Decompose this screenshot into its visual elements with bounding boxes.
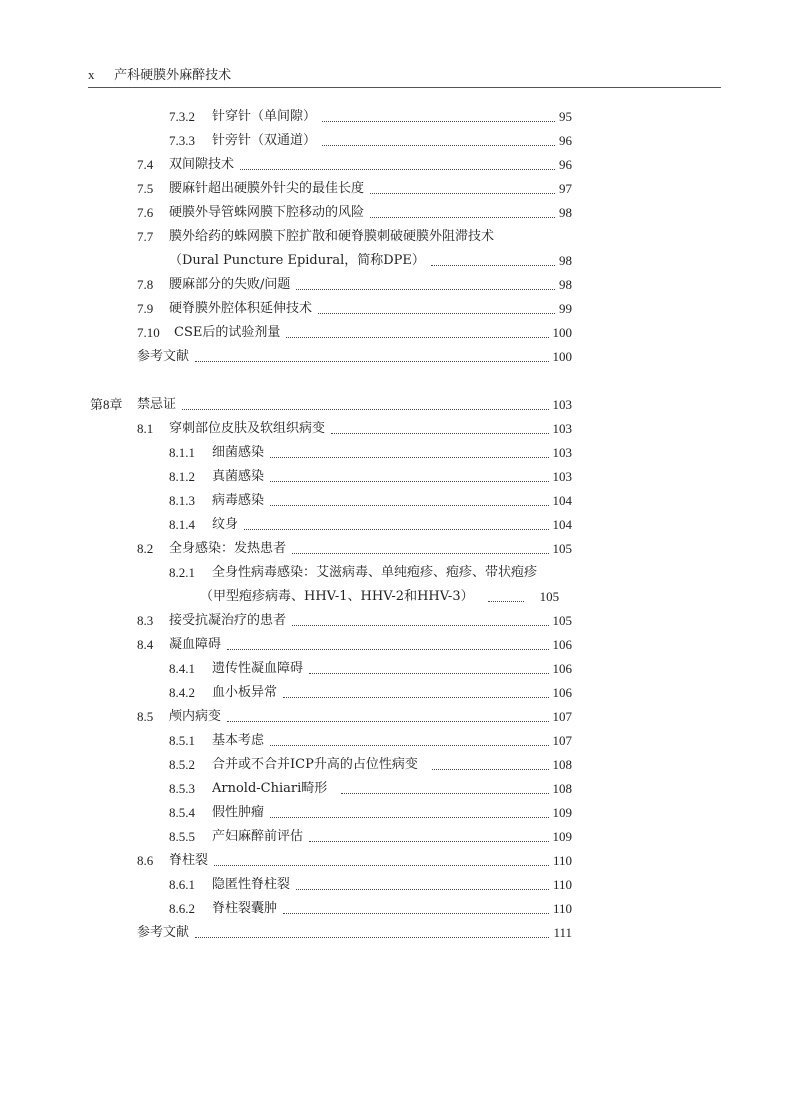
leader-dots bbox=[309, 840, 548, 842]
leader-dots bbox=[283, 912, 549, 914]
toc-entry-title: 隐匿性脊柱裂 bbox=[212, 877, 291, 892]
toc-entry bbox=[169, 826, 572, 846]
toc-entry bbox=[169, 106, 572, 126]
toc-entry bbox=[137, 634, 572, 654]
toc-entry-number: 7.5 bbox=[137, 181, 154, 196]
toc-entry-page: 108 bbox=[552, 781, 572, 796]
toc-entry-page: 96 bbox=[559, 133, 572, 148]
leader-dots bbox=[214, 864, 549, 866]
leader-dots bbox=[195, 936, 549, 938]
toc-entry-number: 7.9 bbox=[137, 301, 154, 316]
leader-dots bbox=[270, 480, 548, 482]
leader-dots bbox=[432, 768, 549, 770]
leader-dots bbox=[270, 744, 548, 746]
leader-dots bbox=[322, 144, 555, 146]
toc-entry bbox=[169, 562, 572, 582]
leader-dots bbox=[488, 600, 524, 602]
toc-entry-title: 假性肿瘤 bbox=[212, 805, 265, 820]
toc-entry-number: 8.1.2 bbox=[169, 469, 195, 484]
toc-entry-title: 参考文献 bbox=[137, 925, 190, 940]
toc-entry bbox=[169, 514, 572, 534]
toc-entry bbox=[137, 610, 572, 630]
toc-entry-title: 膜外给药的蛛网膜下腔扩散和硬脊膜刺破硬膜外阻滞技术 bbox=[169, 229, 495, 244]
leader-dots bbox=[227, 648, 548, 650]
toc-entry bbox=[169, 778, 572, 798]
leader-dots bbox=[182, 408, 548, 410]
toc-entry-page: 108 bbox=[552, 757, 572, 772]
leader-dots bbox=[270, 456, 548, 458]
toc-entry bbox=[137, 154, 572, 174]
toc-entry-title: 全身感染：发热患者 bbox=[169, 541, 287, 556]
toc-entry-page: 98 bbox=[559, 205, 572, 220]
toc-entry-number: 8.6 bbox=[137, 853, 154, 868]
leader-dots bbox=[431, 264, 555, 266]
toc-entry bbox=[169, 442, 572, 462]
toc-entry-title: 接受抗凝治疗的患者 bbox=[169, 613, 287, 628]
toc-entry-page: 105 bbox=[552, 613, 572, 628]
toc-entry-number: 8.5 bbox=[137, 709, 154, 724]
toc-entry-page: 104 bbox=[552, 517, 572, 532]
toc-entry-page: 97 bbox=[559, 181, 572, 196]
toc-entry bbox=[169, 130, 572, 150]
toc-entry-title: 针旁针（双通道） bbox=[212, 133, 317, 148]
leader-dots bbox=[331, 432, 548, 434]
toc-entry-number: 8.1.4 bbox=[169, 517, 195, 532]
toc-entry bbox=[169, 466, 572, 486]
toc-entry-number: 7.6 bbox=[137, 205, 154, 220]
leader-dots bbox=[270, 504, 548, 506]
toc-entry bbox=[169, 730, 572, 750]
toc-entry-title: 脊柱裂囊肿 bbox=[212, 901, 278, 916]
toc-entry-page: 107 bbox=[552, 709, 572, 724]
toc-entry bbox=[137, 202, 572, 222]
toc-entry bbox=[137, 418, 572, 438]
toc-entry-title: 腰麻针超出硬膜外针尖的最佳长度 bbox=[169, 181, 365, 196]
toc-entry-number: 8.1.3 bbox=[169, 493, 195, 508]
toc-entry bbox=[169, 682, 572, 702]
leader-dots bbox=[296, 888, 549, 890]
toc-entry-page: 104 bbox=[552, 493, 572, 508]
toc-entry-number: 8.2 bbox=[137, 541, 154, 556]
toc-entry bbox=[169, 802, 572, 822]
toc-entry-page: 100 bbox=[552, 325, 572, 340]
toc-entry-page: 110 bbox=[552, 853, 572, 868]
leader-dots bbox=[318, 312, 555, 314]
toc-entry bbox=[137, 322, 572, 342]
toc-entry-number: 8.6.2 bbox=[169, 901, 195, 916]
header-book-title: 产科硬膜外麻醉技术 bbox=[114, 68, 232, 83]
toc-entry-number: 7.8 bbox=[137, 277, 154, 292]
toc-entry-title: 真菌感染 bbox=[212, 469, 265, 484]
toc-entry-continuation bbox=[200, 586, 572, 606]
leader-dots bbox=[244, 528, 548, 530]
leader-dots bbox=[296, 288, 555, 290]
toc-entry-page: 100 bbox=[552, 349, 572, 364]
leader-dots bbox=[270, 816, 548, 818]
toc-entry-number: 8.4.2 bbox=[169, 685, 195, 700]
toc-entry-page: 110 bbox=[552, 877, 572, 892]
leader-dots bbox=[195, 360, 548, 362]
leader-dots bbox=[240, 168, 555, 170]
leader-dots bbox=[292, 552, 548, 554]
toc-entry-page: 96 bbox=[559, 157, 572, 172]
toc-entry-number: 8.1 bbox=[137, 421, 154, 436]
leader-dots bbox=[286, 336, 548, 338]
toc-entry-title: 遗传性凝血障碍 bbox=[212, 661, 304, 676]
toc-entry bbox=[169, 898, 572, 918]
toc-entry bbox=[169, 658, 572, 678]
toc-entry-number: 7.10 bbox=[137, 325, 160, 340]
toc-entry-number: 7.3.2 bbox=[169, 109, 195, 124]
toc-entry-title: 产妇麻醉前评估 bbox=[212, 829, 304, 844]
toc-chapter bbox=[90, 394, 572, 414]
toc-entry-page: 105 bbox=[539, 589, 560, 604]
leader-dots bbox=[322, 120, 555, 122]
toc-entry-title: 参考文献 bbox=[137, 349, 190, 364]
toc-entry-page: 106 bbox=[552, 661, 572, 676]
toc-entry-title: （甲型疱疹病毒、HHV-1、HHV-2和HHV-3） bbox=[200, 589, 474, 604]
toc-entry bbox=[137, 346, 572, 366]
toc-entry bbox=[137, 706, 572, 726]
toc-entry bbox=[137, 538, 572, 558]
toc-entry-title: 纹身 bbox=[212, 517, 239, 532]
toc-entry-page: 103 bbox=[552, 421, 572, 436]
header-page-number: x bbox=[88, 67, 95, 82]
toc-entry-number: 8.5.5 bbox=[169, 829, 195, 844]
toc-entry-number: 8.3 bbox=[137, 613, 154, 628]
toc-entry-number: 8.5.3 bbox=[169, 781, 195, 796]
leader-dots bbox=[543, 577, 568, 578]
toc-entry bbox=[137, 226, 572, 246]
toc-entry-title: 凝血障碍 bbox=[169, 637, 222, 652]
leader-dots bbox=[500, 241, 568, 242]
toc-entry-title: Arnold-Chiari畸形 bbox=[212, 781, 328, 796]
toc-entry-title: 全身性病毒感染：艾滋病毒、单纯疱疹、疱疹、带状疱疹 bbox=[212, 565, 538, 580]
leader-dots bbox=[283, 696, 548, 698]
leader-dots bbox=[227, 720, 548, 722]
toc-entry-page: 107 bbox=[552, 733, 572, 748]
toc-entry-title: 脊柱裂 bbox=[169, 853, 209, 868]
toc-entry bbox=[137, 178, 572, 198]
toc-entry-number: 8.5.2 bbox=[169, 757, 195, 772]
toc-entry bbox=[137, 298, 572, 318]
toc-entry-number: 8.2.1 bbox=[169, 565, 195, 580]
toc-entry-number: 8.5.4 bbox=[169, 805, 195, 820]
toc-entry-title: 双间隙技术 bbox=[169, 157, 235, 172]
leader-dots bbox=[292, 624, 548, 626]
toc-entry-title: 基本考虑 bbox=[212, 733, 265, 748]
toc-entry-page: 103 bbox=[552, 469, 572, 484]
toc-entry-title: 针穿针（单间隙） bbox=[212, 109, 317, 124]
toc-entry-page: 105 bbox=[552, 541, 572, 556]
toc-chapter-number: 第8章 bbox=[90, 397, 123, 412]
toc-entry-title: 病毒感染 bbox=[212, 493, 265, 508]
toc-entry bbox=[169, 490, 572, 510]
toc-chapter-title: 禁忌证 bbox=[137, 397, 177, 412]
toc-entry-continuation bbox=[169, 250, 572, 270]
leader-dots bbox=[309, 672, 548, 674]
leader-dots bbox=[370, 216, 555, 218]
toc-entry-title: CSE后的试验剂量 bbox=[174, 325, 281, 340]
toc-entry-title: 腰麻部分的失败/问题 bbox=[169, 277, 291, 292]
toc-entry-page: 95 bbox=[559, 109, 572, 124]
toc-entry-number: 7.3.3 bbox=[169, 133, 195, 148]
toc-entry bbox=[137, 274, 572, 294]
toc-entry-page: 106 bbox=[552, 637, 572, 652]
toc-entry bbox=[137, 922, 572, 942]
toc-entry-page: 109 bbox=[552, 805, 572, 820]
toc-entry-number: 8.1.1 bbox=[169, 445, 195, 460]
toc-entry-page: 98 bbox=[559, 277, 572, 292]
toc-entry-title: 穿刺部位皮肤及软组织病变 bbox=[169, 421, 326, 436]
toc-entry-number: 8.4 bbox=[137, 637, 154, 652]
leader-dots bbox=[341, 792, 548, 794]
toc-entry-number: 7.7 bbox=[137, 229, 154, 244]
toc-entry-title: 细菌感染 bbox=[212, 445, 265, 460]
toc-entry-title: 硬脊膜外腔体积延伸技术 bbox=[169, 301, 313, 316]
toc-entry-page: 110 bbox=[552, 901, 572, 916]
toc-entry-page: 103 bbox=[552, 445, 572, 460]
toc-entry-page: 111 bbox=[553, 925, 572, 940]
toc-entry-number: 7.4 bbox=[137, 157, 154, 172]
toc-entry-title: 硬膜外导管蛛网膜下腔移动的风险 bbox=[169, 205, 365, 220]
toc-entry-title: 合并或不合并ICP升高的占位性病变 bbox=[212, 757, 418, 772]
toc-entry-page: 103 bbox=[552, 397, 572, 412]
toc-entry-page: 109 bbox=[552, 829, 572, 844]
leader-dots bbox=[370, 192, 555, 194]
toc-entry-title: 血小板异常 bbox=[212, 685, 278, 700]
toc-entry-page: 106 bbox=[552, 685, 572, 700]
toc-entry-title: 颅内病变 bbox=[169, 709, 222, 724]
toc-entry-number: 8.5.1 bbox=[169, 733, 195, 748]
toc-entry-page: 99 bbox=[559, 301, 572, 316]
toc-entry bbox=[137, 850, 572, 870]
toc-entry-number: 8.6.1 bbox=[169, 877, 195, 892]
toc-entry-page: 98 bbox=[559, 253, 572, 268]
toc-entry bbox=[169, 874, 572, 894]
toc-entry bbox=[169, 754, 572, 774]
toc-entry-title: （Dural Puncture Epidural，简称DPE） bbox=[169, 253, 425, 268]
toc-entry-number: 8.4.1 bbox=[169, 661, 195, 676]
